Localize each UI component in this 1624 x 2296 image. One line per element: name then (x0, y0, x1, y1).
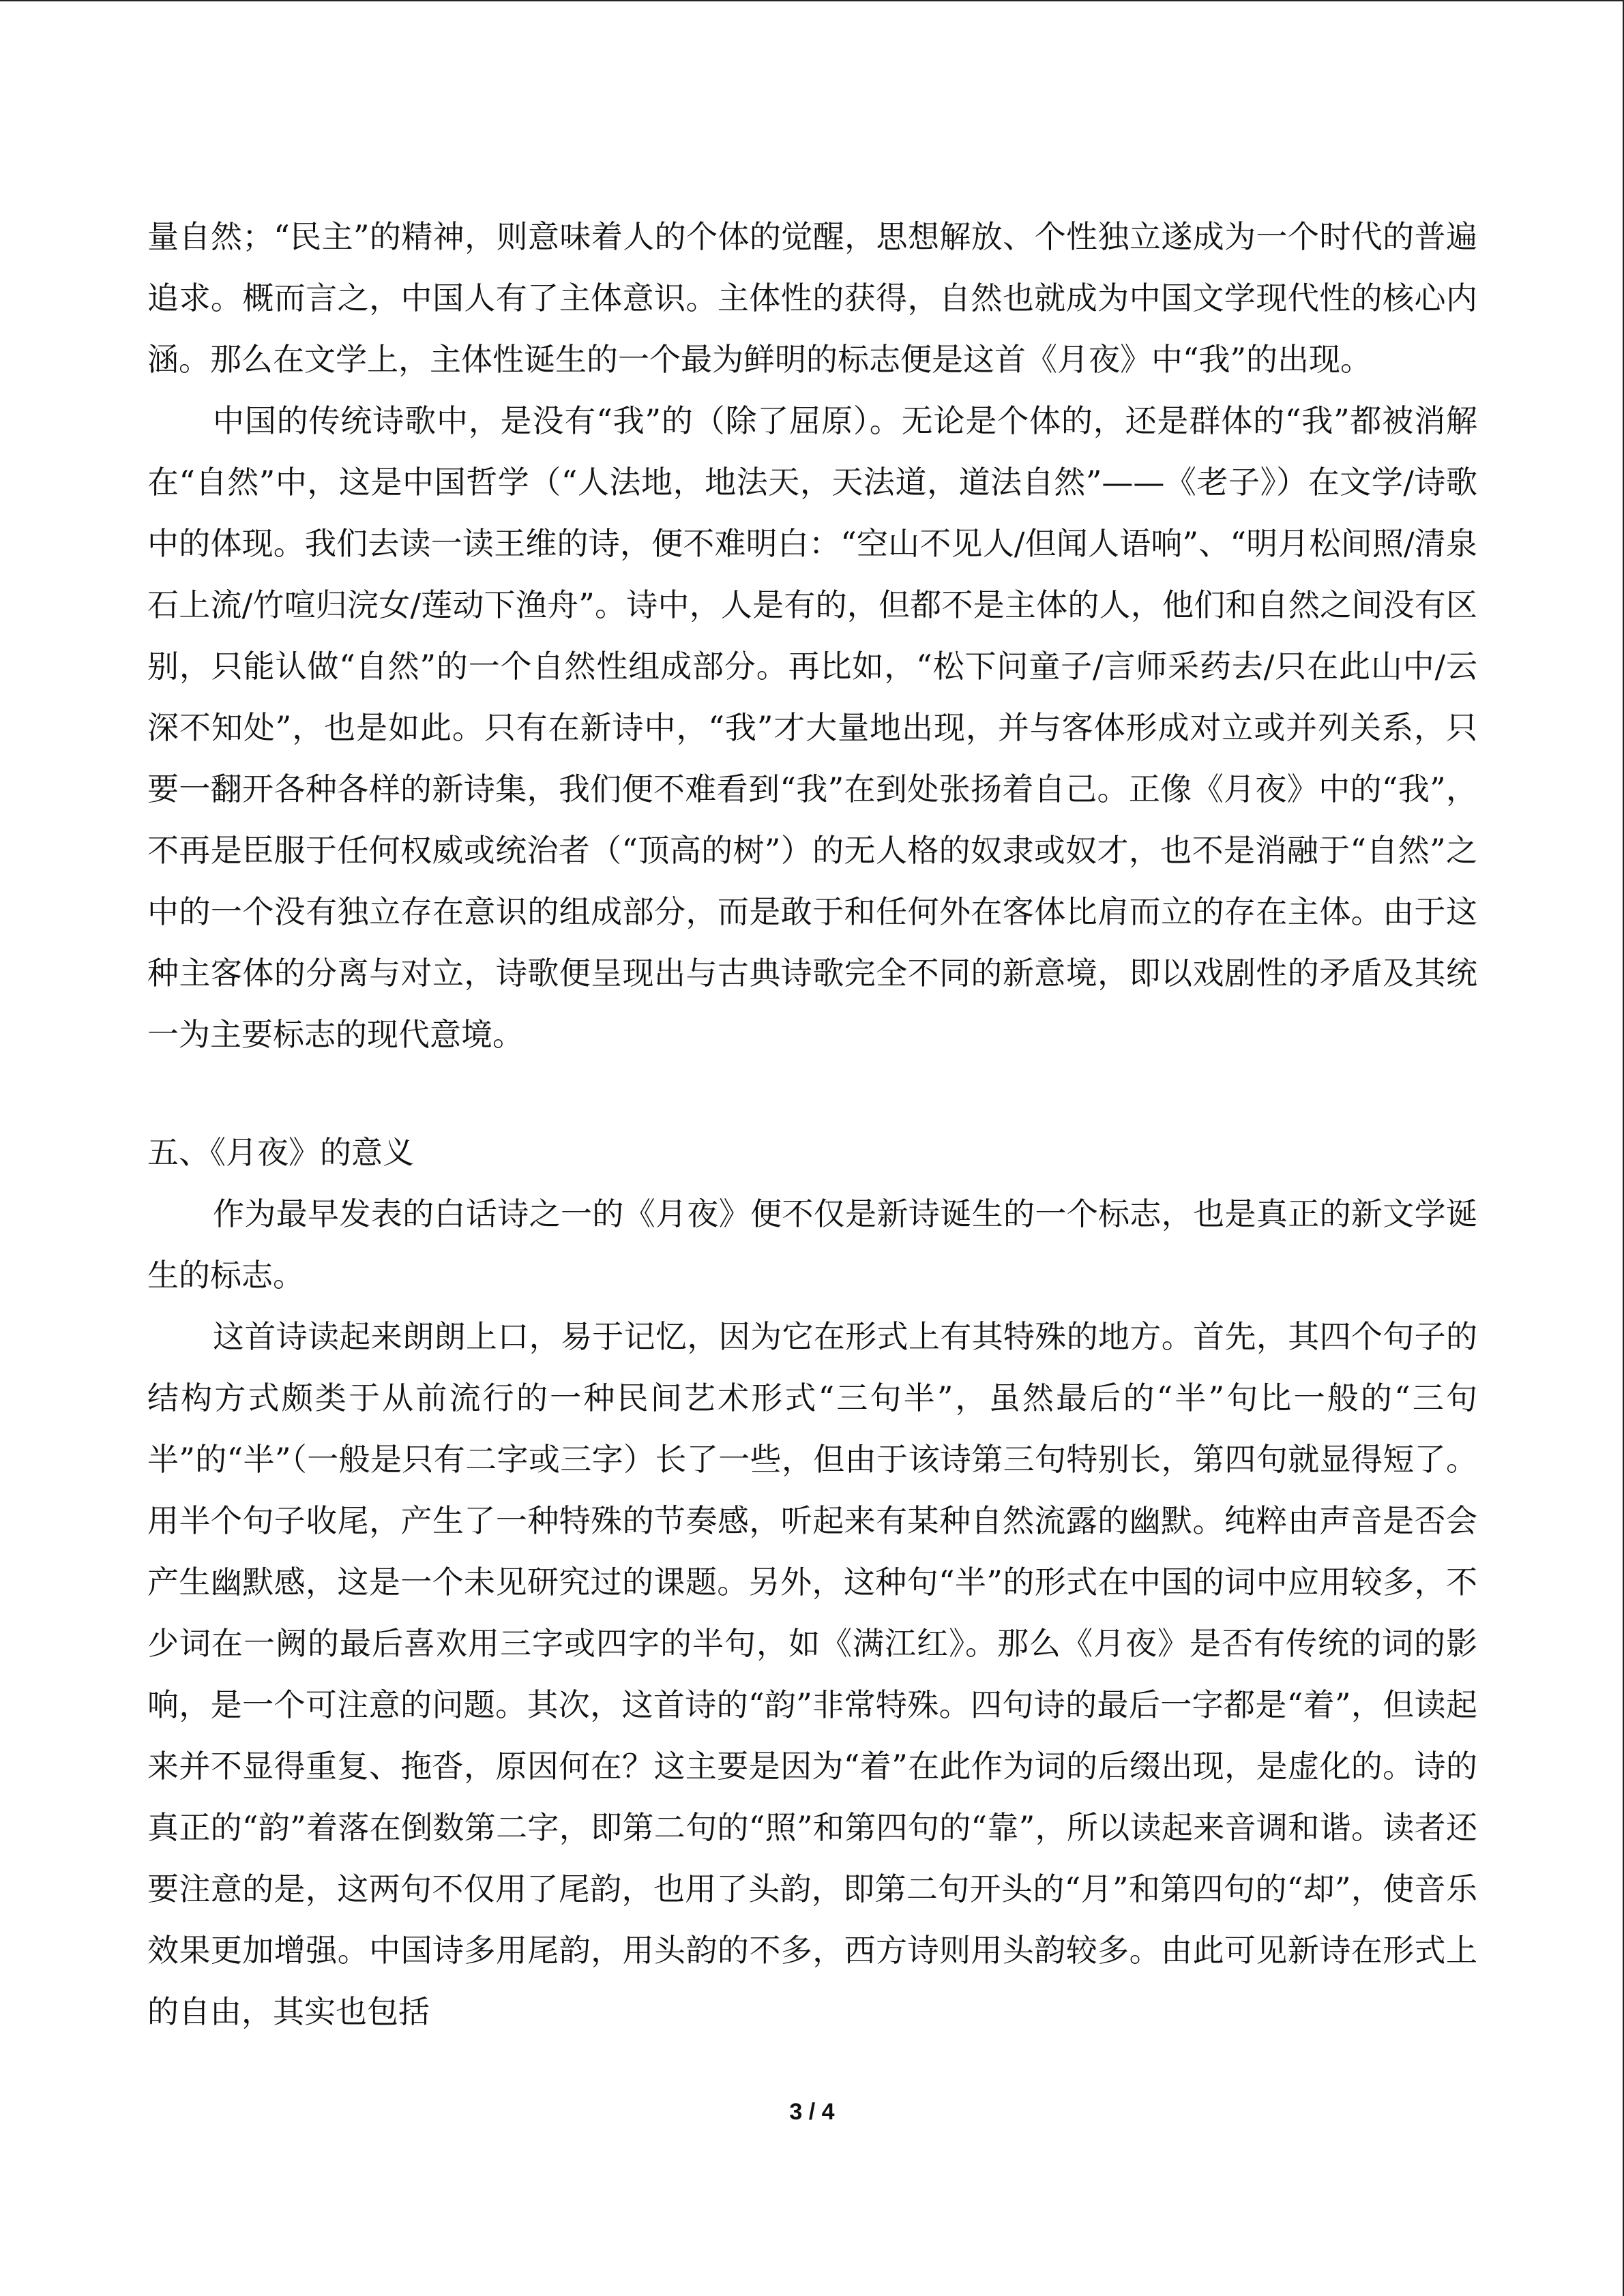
section-heading: 五、《月夜》的意义 (147, 1134, 414, 1171)
paragraph-continuation: 量自然；“民主”的精神，则意味着人的个体的觉醒，思想解放、个性独立遂成为一个时代的普遍追求。概而言之，中国人有了主体意识。主体性的获得，自然也就成为中国文学现代性的核心内涵。那么在文学上，主体性诞生的一个最为鲜明的标志便是这首《月夜》中“我”的出现。 (147, 218, 1477, 378)
page-number: 3 / 4 (789, 2099, 835, 2125)
paragraph-traditional-poetry: 中国的传统诗歌中，是没有“我”的（除了屈原）。无论是个体的，还是群体的“我”都被消解在“自然”中，这是中国哲学（“人法地，地法天，天法道，道法自然”——《老子》）在文学/诗歌中的体现。我们去读一读王维的诗，便不难明白：“空山不见人/但闻人语响”、“明月松间照/清泉石上流/竹喧归浣女/莲动下渔舟”。诗中，人是有的，但都不是主体的人，他们和自然之间没有区别，只能认做“自然”的一个自然性组成部分。再比如，“松下问童子/言师采药去/只在此山中/云深不知处”，也是如此。只有在新诗中，“我”才大量地出现，并与客体形成对立或并列关系，只要一翻开各种各样的新诗集，我们便不难看到“我”在到处张扬着自己。正像《月夜》中的“我”，不再是臣服于任何权威或统治者（“顶高的树”）的无人格的奴隶或奴才，也不是消融于“自然”之中的一个没有独立存在意识的组成部分，而是敢于和任何外在客体比肩而立的存在主体。由于这种主客体的分离与对立，诗歌便呈现出与古典诗歌完全不同的新意境，即以戏剧性的矛盾及其统一为主要标志的现代意境。 (147, 402, 1477, 1053)
paragraph-form-analysis: 这首诗读起来朗朗上口，易于记忆，因为它在形式上有其特殊的地方。首先，其四个句子的结构方式颇类于从前流行的一种民间艺术形式“三句半”，虽然最后的“半”句比一般的“三句半”的“半”（一般是只有二字或三字）长了一些，但由于该诗第三句特别长，第四句就显得短了。用半个句子收尾，产生了一种特殊的节奏感，听起来有某种自然流露的幽默。纯粹由声音是否会产生幽默感，这是一个未见研究过的课题。另外，这种句“半”的形式在中国的词中应用较多，不少词在一阙的最后喜欢用三字或四字的半句，如《满江红》。那么《月夜》是否有传统的词的影响，是一个可注意的问题。其次，这首诗的“韵”非常特殊。四句诗的最后一字都是“着”，但读起来并不显得重复、拖沓，原因何在？这主要是因为“着”在此作为词的后缀出现，是虚化的。诗的真正的“韵”着落在倒数第二字，即第二句的“照”和第四句的“靠”，所以读起来音调和谐。读者还要注意的是，这两句不仅用了尾韵，也用了头韵，即第二句开头的“月”和第四句的“却”，使音乐效果更加增强。中国诗多用尾韵，用头韵的不多，西方诗则用头韵较多。由此可见新诗在形式上的自由，其实也包括 (147, 1318, 1477, 2030)
page-body (147, 206, 1477, 2042)
paragraph-significance: 作为最早发表的白话诗之一的《月夜》便不仅是新诗诞生的一个标志，也是真正的新文学诞生的标志。 (147, 1195, 1477, 1294)
